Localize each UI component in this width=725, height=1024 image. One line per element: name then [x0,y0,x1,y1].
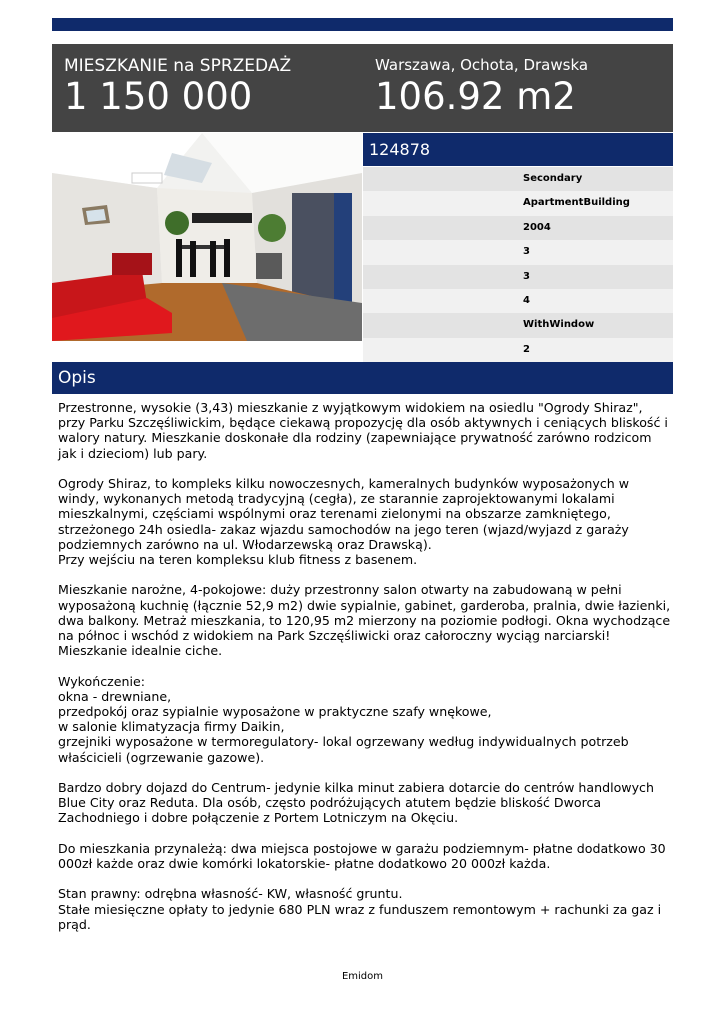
description-header [52,362,673,394]
listing-price: 1 150 000 [64,75,253,118]
section-title: Opis [58,368,96,388]
detail-value: 3 [523,246,530,258]
detail-value: Secondary [523,173,583,184]
top-accent-bar [52,18,673,31]
details-table [363,167,673,362]
description-paragraph: Stan prawny: odrębna własność- KW, własność gruntu. Stałe miesięczne opłaty to jedynie 680 PLN wraz z funduszem remontowym + rachunki za gaz i prąd. [58,886,662,932]
detail-row [363,338,673,362]
footer-agency: Emidom [341,971,384,982]
listing-type: MIESZKANIE na SPRZEDAŻ [64,56,292,76]
description-paragraph: Przestronne, wysokie (3,43) mieszkanie z wyjątkowym widokiem na osiedlu "Ogrody Shiraz", przy Parku Szczęśliwickim, będące ciekawą propozycję dla osób aktywnych i ceniących bliskość i walory natury. Mieszkanie doskonałe dla rodziny (zapewniające prywatność zarówno rodzicom jak i dzieciom) lub pary. [58,400,668,461]
listing-id-bar [363,133,673,166]
detail-value: WithWindow [523,319,595,331]
header-right [375,56,588,118]
apartment-photo [52,133,362,341]
listing-header [52,44,673,132]
detail-value: 3 [523,270,530,282]
detail-value: 2 [523,343,530,355]
detail-row [363,240,673,264]
detail-value: ApartmentBuilding [523,197,630,209]
listing-location: Warszawa, Ochota, Drawska [375,56,589,74]
detail-row [363,289,673,313]
description-paragraph: Wykończenie: okna - drewniane, przedpokój oraz sypialnie wyposażone w praktyczne szafy wnękowe, w salonie klimatyzacja firmy Daikin, grzejniki wyposażone w termoregulatory- lokal ogrzewany według indywidualnych potrzeb właścicieli (ogrzewanie gazowe). [58,673,629,765]
detail-value: 4 [523,294,530,306]
detail-row [363,313,673,337]
detail-row [363,265,673,289]
detail-value: 2004 [523,221,551,233]
description-paragraph: Mieszkanie narożne, 4-pokojowe: duży przestronny salon otwarty na zabudowaną w pełni wyposażoną kuchnię (łącznie 52,9 m2) dwie sypialnie, gabinet, garderoba, pralnia, dwie łazienki, dwa balkony. Metraż mieszkania, to 120,95 m2 mierzony na poziomie podłogi. Okna wychodzące na północ i wschód z widokiem na Park Szczęśliwicki oraz całoroczny wyciąg narciarski! Mieszkanie idealnie ciche. [58,582,671,659]
detail-row [363,216,673,240]
listing-area: 106.92 m2 [375,75,576,118]
description-paragraph: Do mieszkania przynależą: dwa miejsca postojowe w garażu podziemnym- płatne dodatkowo 30 000zł każde oraz dwie komórki lokatorskie- płatne dodatkowo 20 000zł każda. [58,840,666,872]
description-paragraph: Ogrody Shiraz, to kompleks kilku nowoczesnych, kameralnych budynków wyposażonych w windy, wykonanych metodą tradycyjną (cegła), ze starannie zaprojektowanymi lokalami mieszkalnymi, częściami wspólnymi oraz terenami zielonymi na obszarze zamkniętego, strzeżonego 24h osiedla- zakaz wjazdu samochodów na jego teren (wjazd/wyjazd z garaży podziemnych zarówno na ul. Włodarzewską oraz Drawską). Przy wejściu na teren kompleksu klub fitness z basenem. [58,476,630,568]
detail-row [363,167,673,191]
detail-row [363,191,673,215]
listing-id: 124878 [369,140,431,159]
header-left [64,56,291,118]
description-paragraph: Bardzo dobry dojazd do Centrum- jedynie kilka minut zabiera dotarcie do centrów handlowych Blue City oraz Reduta. Dla osób, często podróżujących atutem będzie bliskość Dworca Zachodniego i dobre połączenie z Portem Lotniczym na Okęciu. [58,780,654,826]
description-body [58,400,672,947]
